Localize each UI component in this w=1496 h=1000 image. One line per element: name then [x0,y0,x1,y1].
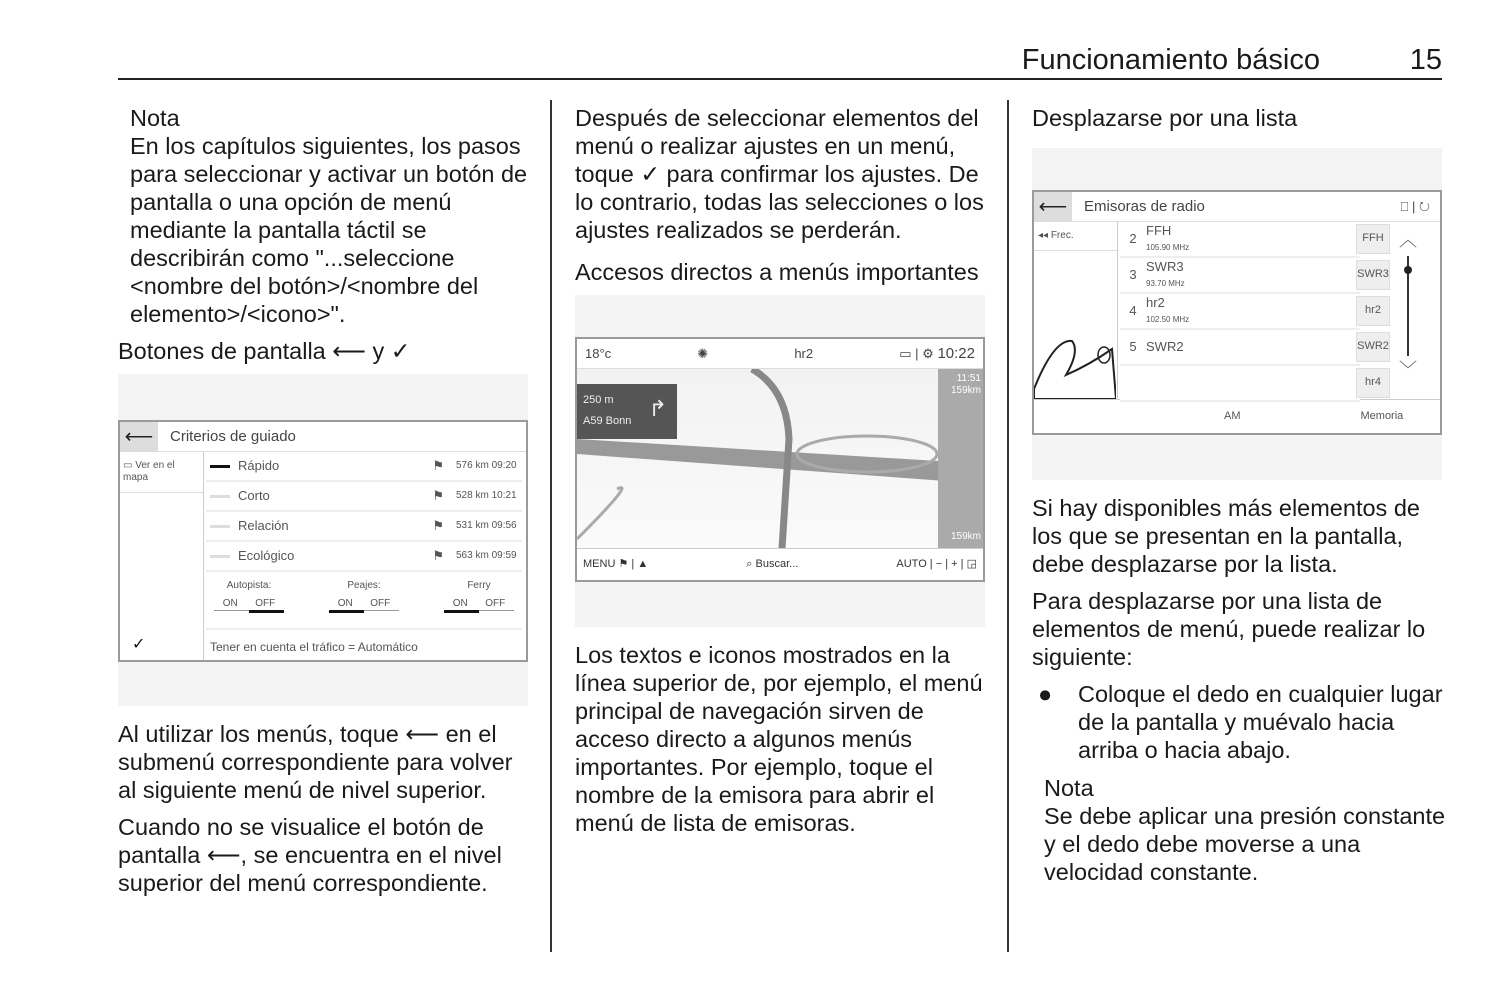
heading: Botones de pantalla ⟵ y ✓ [118,338,411,364]
phone-icon[interactable]: ⎕ | ↻ [1400,198,1430,214]
toggle-on[interactable]: ON [222,598,238,609]
map-view[interactable] [577,369,983,549]
column-2 [575,104,990,846]
station-frequency: 102.50 MHz [1146,315,1190,324]
remaining-distance: 159km [950,531,981,542]
route-line-icon [210,465,230,468]
column-3 [1032,104,1447,895]
station-name: SWR3 [1146,259,1184,275]
toggle-off[interactable]: OFF [485,598,506,609]
preset-button[interactable]: FFH [1356,224,1390,254]
traffic-label: Tener en cuenta el tráfico [210,640,345,654]
route-name: Ecológico [238,548,295,564]
station-row[interactable] [1120,258,1389,294]
station-name[interactable]: hr2 [794,345,814,361]
traffic-value: Automático [357,640,418,654]
header-rule [118,78,1442,80]
route-option[interactable] [206,452,522,482]
paragraph: Después de seleccionar elementos del menú o realizar ajustes en un menú, toque ✓ para confirmar los ajustes. De lo contrario, todas las selecciones o los ajustes realizados se perderán. [575,105,984,243]
flag-icon: ⚑ [432,548,444,564]
toggle-label: Autopista: [226,580,272,591]
column-divider [550,100,552,952]
flag-icon: ⚑ [432,458,444,474]
toggle-on[interactable]: ON [452,598,468,609]
station-number: 5 [1129,339,1137,355]
note [118,104,533,328]
station-name: FFH [1146,223,1172,239]
toggle-off[interactable]: OFF [255,598,276,609]
am-button[interactable]: AM [1224,409,1241,422]
back-arrow-icon: ⟵ [1034,192,1072,221]
search-button[interactable]: ⌕ Buscar... [746,557,799,570]
heading: Accesos directos a menús importantes [575,259,979,285]
auto-zoom-button[interactable]: AUTO [896,557,927,570]
station-name: hr2 [1146,295,1165,311]
route-name: Corto [238,488,270,504]
finger-swipe-illustration [1034,279,1116,399]
flag-icon[interactable]: ⚑ [618,557,629,570]
memory-button[interactable]: Memoria [1360,409,1404,422]
back-arrow-icon: ⟵ [120,422,158,451]
map-view-button: ▭ Ver en el mapa [120,452,203,493]
compass-arrow-icon[interactable]: ▲ [637,557,649,570]
page-number: 15 [1409,44,1442,76]
route-info: 531 km 09:56 [456,520,517,531]
traffic-setting: Tener en cuenta el tráfico = Automático [210,640,418,654]
map-icon: ▭ [123,460,133,471]
note-title: Nota [130,105,180,131]
station-name: SWR2 [1146,338,1184,354]
route-line-icon [210,555,230,558]
zoom-out-icon[interactable]: − [935,557,943,570]
paragraph: Los textos e iconos mostrados en la línea superior de, por ejemplo, el menú principal de navegación sirven de acceso directo a algunos menús importantes. Por ejemplo, toque el nombre de la emisora para abrir el menú de lista de emisoras. [575,642,983,836]
zoom-in-icon[interactable]: + [951,557,958,570]
options-icon[interactable]: ◲ [966,557,977,570]
bullet-icon: ● [1038,681,1053,707]
station-number: 2 [1129,231,1137,247]
menu-button[interactable]: MENU [583,557,616,570]
figure-guidance-criteria [118,374,528,706]
road-name: A59 Bonn [583,415,632,428]
toggle-group [444,580,514,628]
sun-icon[interactable]: ✺ [697,345,709,361]
clock: 10:22 [937,344,975,362]
figure-navigation-screen: 18°c ✺ hr2 ▭ | ⚙ 10:22 250 m A59 Bonn ↱ 11:51 159km 159km MENU ⚑ | ▲ ⌕ Buscar... AUTO | − | + | ◲ [575,295,985,627]
station-row[interactable] [1120,294,1381,330]
column-divider [1007,100,1009,952]
eta-panel [938,369,983,549]
seek-icon: ◂◂ [1038,230,1049,241]
paragraph: Para desplazarse por una lista de elementos de menú, puede realizar lo siguiente: [1032,588,1426,670]
note [1032,774,1447,886]
route-name: Rápido [238,458,280,474]
search-icon: ⌕ [746,557,753,570]
frequency-button[interactable]: ◂◂ Frec. [1034,222,1117,251]
flag-icon: ⚑ [432,488,444,504]
heading: Desplazarse por una lista [1032,105,1298,131]
column-1 [118,104,533,906]
scrollbar[interactable] [1388,230,1428,380]
station-frequency: 105.90 MHz [1146,243,1190,252]
route-info: 563 km 09:59 [456,550,517,561]
note-title: Nota [1044,775,1094,801]
toggle-off[interactable]: OFF [370,598,391,609]
paragraph: Al utilizar los menús, toque ⟵ en el submenú correspondiente para volver al siguiente menú de nivel superior. [118,721,513,803]
bullet-text: Coloque el dedo en cualquier lugar de la pantalla y muévalo hacia arriba o hacia abajo. [1078,681,1443,763]
note-text: En los capítulos siguientes, los pasos para seleccionar y activar un botón de pantalla o una opción de menú mediante la pantalla táctil se describirán como "...seleccione <nombre del botón>/<nombre del elemento>/<icono>". [130,133,528,327]
flag-icon: ⚑ [432,518,444,534]
note-text: Se debe aplicar una presión constante y el dedo debe moverse a una velocidad constante. [1044,803,1446,885]
station-row[interactable] [1120,330,1389,366]
preset-button[interactable]: hr2 [1356,296,1390,326]
paragraph: Cuando no se visualice el botón de pantalla ⟵, se encuentra en el nivel superior del menú correspondiente. [118,814,502,896]
temperature[interactable]: 18°c [585,345,612,361]
route-line-icon [210,495,230,498]
turn-instruction [577,384,677,439]
chevron-up-icon[interactable]: ︿ [1399,230,1417,250]
settings-gear-icon[interactable]: ⚙ [922,345,934,361]
preset-button[interactable]: SWR3 [1356,260,1390,290]
preset-button[interactable]: SWR2 [1356,332,1390,362]
station-row[interactable] [1120,366,1381,402]
station-row[interactable] [1120,222,1384,258]
check-icon: ✓ [132,635,146,653]
turn-right-arrow-icon: ↱ [648,396,667,421]
toggle-on[interactable]: ON [337,598,353,609]
station-frequency: 93.70 MHz [1146,279,1185,288]
bullet-item [1032,680,1447,764]
message-icon[interactable]: ▭ [899,345,912,361]
route-option[interactable] [206,542,522,572]
toggle-label: Ferry [467,580,491,591]
toggle-group [214,580,284,628]
route-option[interactable] [206,482,522,512]
turn-distance: 250 m [583,394,614,406]
screen-title: Criterios de guiado [170,427,296,445]
paragraph: Si hay disponibles más elementos de los que se presentan en la pantalla, debe desplazarse por la lista. [1032,495,1420,577]
preset-button[interactable]: hr4 [1356,368,1390,398]
station-number: 4 [1129,303,1137,319]
figure-radio-list [1032,148,1442,480]
screen-title: Emisoras de radio [1084,197,1205,215]
toggle-label: Peajes: [347,580,381,591]
route-line-icon [210,525,230,528]
route-name: Relación [238,518,289,534]
route-info: 576 km 09:20 [456,460,517,471]
route-option[interactable] [206,512,522,542]
route-info: 528 km 10:21 [456,490,517,501]
eta-time: 11:51 [956,373,981,384]
toggle-group [329,580,399,628]
station-number: 3 [1129,267,1137,283]
eta-distance: 159km [950,385,981,396]
section-title: Funcionamiento básico [1021,44,1320,76]
chevron-down-icon[interactable]: ﹀ [1399,359,1417,380]
